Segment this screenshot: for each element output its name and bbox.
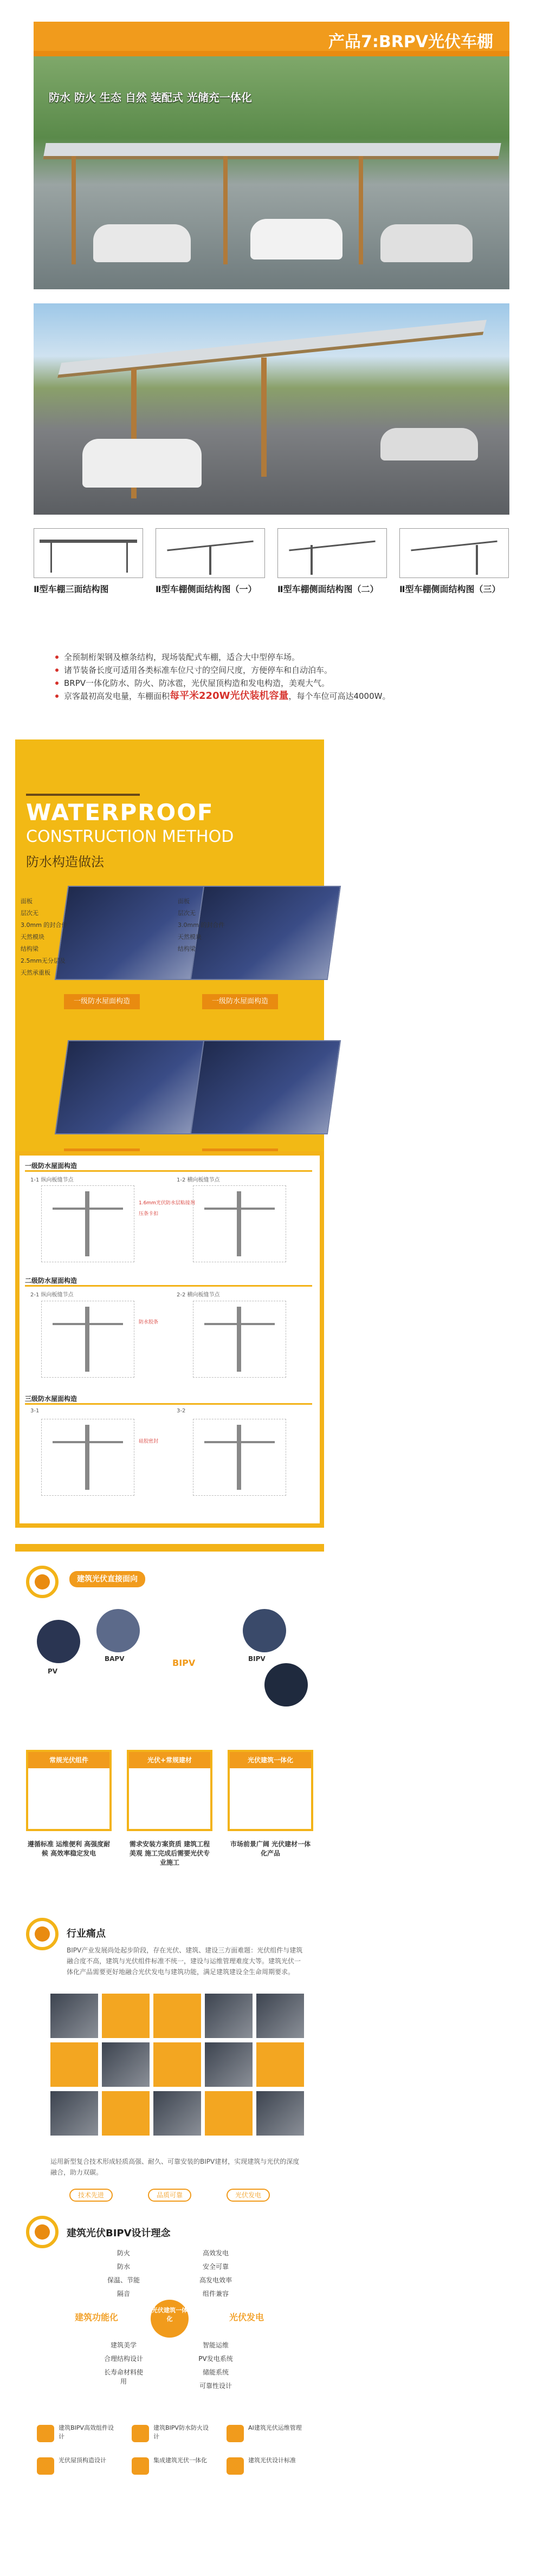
structure-diagram-front [34, 528, 143, 578]
grid-photo [50, 1994, 98, 2038]
design-item: 可靠性设计 [199, 2382, 232, 2390]
feature-bullet [55, 690, 489, 703]
feature-icon [227, 2425, 244, 2442]
detail-drawing [41, 1185, 134, 1262]
grid-photo [256, 2091, 304, 2136]
product-title: 产品7:BRPV光伏车棚 [328, 33, 493, 51]
structure-diagram-side-3 [399, 528, 509, 578]
roof-layer-illustration [190, 1040, 341, 1134]
design-left-label: 建筑功能化 [75, 2312, 119, 2322]
bipv-circle [264, 1663, 308, 1706]
feature-bullet: BRPV一体化防水、防火、防冰雹，光伏屋顶构造和发电构造，美观大气。 [55, 677, 489, 690]
design-item: 安全可靠 [202, 2263, 229, 2270]
pv-circle [37, 1620, 80, 1663]
bullet-tail: ，每个车位可高达4000W。 [288, 691, 391, 701]
design-item: 储能系统 [202, 2369, 229, 2376]
card-heading: 光伏+常规建材 [129, 1752, 210, 1768]
feature-bullet-list [34, 651, 489, 703]
grid-photo [102, 2042, 150, 2087]
layer-label: 层次无 [178, 910, 196, 917]
waterproof-title: WATERPROOF [26, 799, 214, 826]
feature-bullet: 全预制桁架钢及檩条结构，现场装配式车棚，适合大中型停车场。 [55, 651, 489, 664]
structure-diagrams [34, 528, 509, 593]
design-item: 长寿命材料使用 [104, 2369, 143, 2385]
feature-tag: 技术先进 [69, 2189, 113, 2202]
feature-text: AI建筑光伏运维管理 [248, 2424, 302, 2431]
comparison-card [26, 1750, 112, 1831]
layer-label: 3.0mm 的封合件 [21, 922, 68, 929]
design-item: 高发电效率 [199, 2276, 232, 2284]
feature-item [37, 2454, 118, 2478]
layer-label: 天然模块 [21, 933, 44, 940]
feature-item [132, 2422, 213, 2445]
carport-column [261, 358, 267, 477]
detail-drawing [193, 1419, 286, 1496]
carport-photo-side [34, 303, 509, 515]
design-right-label: 光伏发电 [229, 2312, 264, 2322]
feature-tag: 光伏发电 [227, 2189, 270, 2202]
detail-heading: 一级防水屋面构造 [25, 1161, 312, 1172]
detail-note: 硅胶密封 [139, 1439, 159, 1444]
grid-tile [102, 2091, 150, 2136]
feature-text: 建筑BIPV高效组件设计 [59, 2424, 114, 2440]
section-icon [26, 1918, 59, 1950]
detail-note: 1.6mm光伏防水层粘接剂 [139, 1201, 195, 1206]
grid-tile [205, 2091, 253, 2136]
car [93, 224, 191, 262]
feature-item [227, 2454, 308, 2478]
layer-label: 结构梁 [21, 945, 38, 952]
detail-subheading: 2-1 纵向板缝节点 [30, 1292, 74, 1298]
layer-label: 2.5mm无分层及 [21, 957, 66, 964]
detail-drawing [41, 1301, 134, 1378]
bullet-text: 京客最初高发电量，车棚面积 [64, 691, 170, 701]
layer-label: 天然模块 [178, 933, 202, 940]
detail-heading: 二级防水屋面构造 [25, 1276, 312, 1287]
diagram-label: Ⅱ型车棚侧面结构图（三） [399, 584, 501, 594]
car [380, 428, 478, 460]
feature-text: 光伏屋顶构造设计 [59, 2457, 106, 2464]
carport-column [359, 156, 363, 264]
grid-tile [102, 1994, 150, 2038]
feature-tag: 品质可靠 [148, 2189, 191, 2202]
design-item: 智能运维 [202, 2341, 229, 2349]
design-item: 防火 [117, 2249, 130, 2257]
layer-label: 结构梁 [178, 945, 196, 952]
grid-tile [153, 1994, 201, 2038]
product-section [34, 22, 509, 594]
feature-icon [132, 2457, 149, 2475]
detail-note: 防水胶条 [139, 1320, 159, 1325]
feature-icon [227, 2457, 244, 2475]
feature-text: 集成建筑光伏一体化 [153, 2457, 207, 2464]
diagram-label: Ⅱ型车棚侧面结构图（一） [156, 584, 257, 594]
detail-drawings-section [15, 1151, 324, 1528]
diagram-label: Ⅱ型车棚侧面结构图（二） [277, 584, 379, 594]
detail-drawing [193, 1185, 286, 1262]
grid-tile [50, 2042, 98, 2087]
comparison-card [228, 1750, 313, 1831]
roof-layer-illustration [55, 1040, 205, 1134]
grid-photo [153, 2091, 201, 2136]
bapv-label: BAPV [105, 1655, 125, 1663]
bullet-highlight: 每平米220W光伏装机容量 [170, 690, 289, 702]
diagram-label: Ⅱ型车棚三面结构图 [34, 584, 109, 594]
pv-label: PV [48, 1667, 58, 1675]
waterproof-subtitle: CONSTRUCTION METHOD [26, 827, 234, 846]
car [82, 439, 202, 488]
feature-text: 建筑BIPV防水防火设计 [153, 2424, 209, 2440]
grid-tile [153, 2042, 201, 2087]
carport-column [72, 156, 76, 264]
detail-subheading: 2-2 横向板缝节点 [177, 1292, 220, 1298]
feature-item [132, 2454, 213, 2478]
card-caption: 需求安装方案资质 建筑工程美观 施工完成后需要光伏专业施工 [129, 1840, 210, 1866]
layer-label: 天然承重板 [21, 969, 50, 976]
construction-label: 一级防水屋面构造 [64, 994, 140, 1009]
layer-label: 面板 [178, 898, 190, 905]
bipv-label: BIPV [248, 1655, 266, 1663]
solution-text: 运用新型复合技术形成轻质高强、耐久、可靠安装的BIPV建材，实现建筑与光伏的深度融合，助力双碳。 [50, 2158, 300, 2176]
car [250, 219, 342, 259]
card-caption: 遵循标准 运维便利 高强度耐候 高效率稳定发电 [27, 1840, 111, 1857]
feature-bullet: 诸节装备长度可适用各类标准车位尺寸的空间尺度，方便停车和自动泊车。 [55, 664, 489, 677]
detail-subheading: 1-1 纵向板缝节点 [30, 1177, 74, 1183]
section-top-bar [15, 1544, 324, 1552]
grid-photo [205, 2042, 253, 2087]
feature-item [227, 2422, 308, 2445]
design-item: 组件兼容 [202, 2290, 229, 2298]
pain-points-title: 行业痛点 [67, 1928, 106, 1939]
grid-photo [205, 1994, 253, 2038]
grid-photo [50, 2091, 98, 2136]
card-caption: 市场前景广阔 光伏建材一体化产品 [230, 1840, 311, 1857]
feature-icon [132, 2425, 149, 2442]
design-item: 高效发电 [202, 2249, 229, 2257]
car [380, 224, 473, 262]
design-item: 合理结构设计 [104, 2355, 143, 2363]
detail-note: 压条卡扣 [139, 1211, 159, 1217]
grid-photo [256, 1994, 304, 2038]
design-center-circle: 光伏建筑一体化 [151, 2300, 189, 2338]
design-item: 建筑美学 [110, 2341, 137, 2349]
structure-diagram-side-2 [277, 528, 387, 578]
carport-roof [43, 143, 501, 159]
card-heading: 常规光伏组件 [28, 1752, 109, 1768]
bipv-circle [243, 1609, 286, 1652]
bipv-section [15, 1544, 324, 2573]
layer-label: 层次无 [21, 910, 38, 917]
section-icon [26, 2216, 59, 2248]
card-heading: 光伏建筑一体化 [230, 1752, 311, 1768]
structure-diagram-side-1 [156, 528, 265, 578]
bipv-center-label: BIPV [172, 1658, 196, 1668]
feature-icon [37, 2425, 54, 2442]
grid-tile [256, 2042, 304, 2087]
layer-label: 面板 [21, 898, 33, 905]
design-item: PV发电系统 [198, 2355, 233, 2363]
design-item: 隔音 [117, 2290, 130, 2298]
detail-subheading: 3-2 [177, 1408, 186, 1414]
design-item: 防水 [117, 2263, 130, 2270]
design-concept-title: 建筑光伏BIPV设计理念 [67, 2228, 171, 2239]
construction-label: 一级防水屋面构造 [202, 994, 278, 1009]
pain-points-text: BIPV产业发展尚处起步阶段，存在光伏、建筑、建设三方面难题：光伏组件与建筑融合度不高，建筑与光伏组件标准不统一，建设与运维管理难度大等。建筑光伏一体化产品需要更好地融合光伏发电与建筑功能，满足建筑建设全生命周期要求。 [67, 1946, 303, 1976]
detail-drawing [193, 1301, 286, 1378]
slogan-text: 防水 防火 生态 自然 装配式 光储充一体化 [49, 91, 252, 104]
bipv-section-title: 建筑光伏直接面向 [69, 1571, 145, 1587]
carport-photo-front [34, 56, 509, 289]
detail-subheading: 3-1 [30, 1408, 40, 1414]
title-bar [34, 22, 509, 56]
layer-label: 3.0mm 的封合件 [178, 922, 225, 929]
section-icon [26, 1566, 59, 1598]
feature-item [37, 2422, 118, 2445]
detail-heading: 三级防水屋面构造 [25, 1394, 312, 1405]
feature-icon [37, 2457, 54, 2475]
title-rule [26, 794, 140, 796]
carport-roof [57, 320, 487, 378]
feature-text: 建筑光伏设计标准 [248, 2457, 296, 2464]
roof-layer-illustration [190, 886, 341, 980]
comparison-card [127, 1750, 212, 1831]
detail-subheading: 1-2 横向板缝节点 [177, 1177, 220, 1183]
bapv-circle [96, 1609, 140, 1652]
carport-column [223, 156, 228, 264]
waterproof-cn-title: 防水构造做法 [26, 854, 104, 870]
detail-drawing [41, 1419, 134, 1496]
design-item: 保温、节能 [107, 2276, 140, 2284]
